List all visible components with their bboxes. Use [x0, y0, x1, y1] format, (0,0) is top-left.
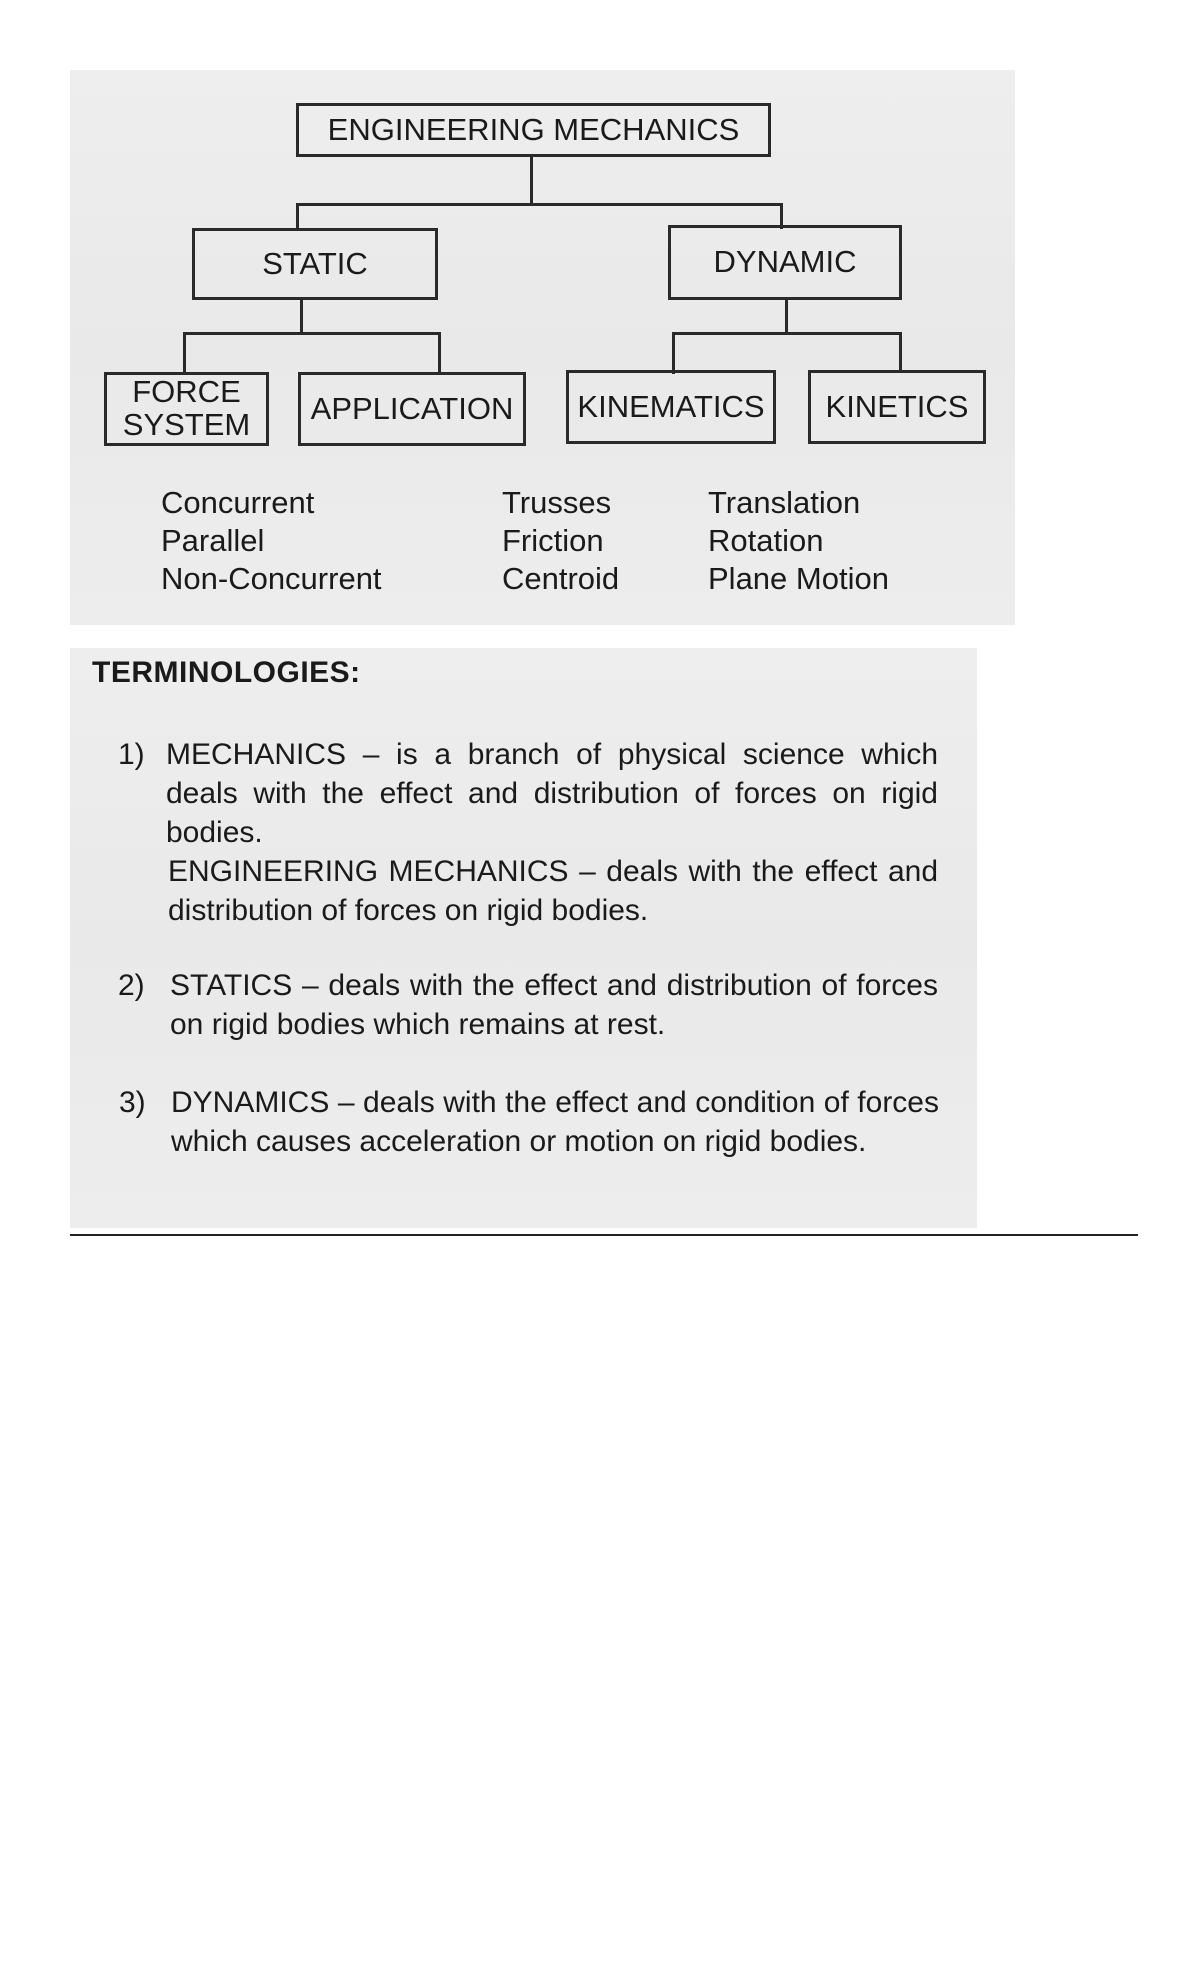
- connector: [300, 300, 303, 334]
- term-text: ENGINEERING MECHANICS – deals with the effect and distribution of forces on rigid bodies.: [168, 855, 938, 927]
- term-text: STATICS – deals with the effect and distribution of forces on rigid bodies which remains at rest.: [170, 969, 938, 1041]
- term-text: DYNAMICS – deals with the effect and condition of forces which causes acceleration or motion on rigid bodies.: [171, 1086, 939, 1158]
- list-item: Rotation: [708, 523, 824, 558]
- term-number: 2): [118, 969, 145, 1002]
- term-item: [168, 852, 938, 930]
- list-item: Non-Concurrent: [161, 561, 382, 596]
- application-label: APPLICATION: [310, 390, 514, 426]
- connector: [785, 300, 788, 334]
- force-system-label: FORCE SYSTEM: [122, 374, 251, 442]
- application-box: [298, 372, 526, 446]
- connector: [672, 332, 902, 335]
- list-item: Trusses: [502, 485, 612, 520]
- term-text: MECHANICS – is a branch of physical science which deals with the effect and distribution of forces on rigid bodies.: [166, 738, 938, 849]
- divider: [70, 1234, 1138, 1236]
- kinematics-list: [708, 484, 889, 598]
- dynamic-label: DYNAMIC: [713, 244, 857, 280]
- dynamic-box: [668, 225, 902, 300]
- list-item: Parallel: [161, 523, 265, 558]
- kinematics-label: KINEMATICS: [577, 388, 765, 424]
- term-number: 1): [118, 738, 145, 771]
- list-item: Translation: [708, 485, 861, 520]
- connector: [438, 332, 441, 374]
- static-box: [192, 228, 438, 300]
- connector: [672, 332, 675, 374]
- list-item: Centroid: [502, 561, 620, 596]
- application-list: [502, 484, 619, 598]
- force-system-box: [104, 372, 269, 446]
- term-item: [118, 966, 938, 1044]
- connector: [899, 332, 902, 372]
- connector: [530, 157, 533, 205]
- term-item: [119, 1083, 939, 1161]
- connector: [183, 332, 441, 335]
- connector: [183, 332, 186, 374]
- static-label: STATIC: [262, 245, 368, 281]
- connector: [296, 203, 299, 229]
- force-system-list: [161, 484, 382, 598]
- kinetics-label: KINETICS: [825, 388, 969, 424]
- list-item: Plane Motion: [708, 561, 889, 596]
- term-item: [118, 735, 938, 852]
- list-item: Friction: [502, 523, 604, 558]
- root-box: [296, 103, 771, 157]
- root-label: ENGINEERING MECHANICS: [327, 111, 740, 147]
- kinetics-box: [808, 370, 986, 444]
- connector: [296, 203, 783, 206]
- term-number: 3): [119, 1086, 146, 1119]
- list-item: Concurrent: [161, 485, 315, 520]
- terminologies-heading: TERMINOLOGIES:: [92, 656, 361, 689]
- kinematics-box: [566, 370, 776, 444]
